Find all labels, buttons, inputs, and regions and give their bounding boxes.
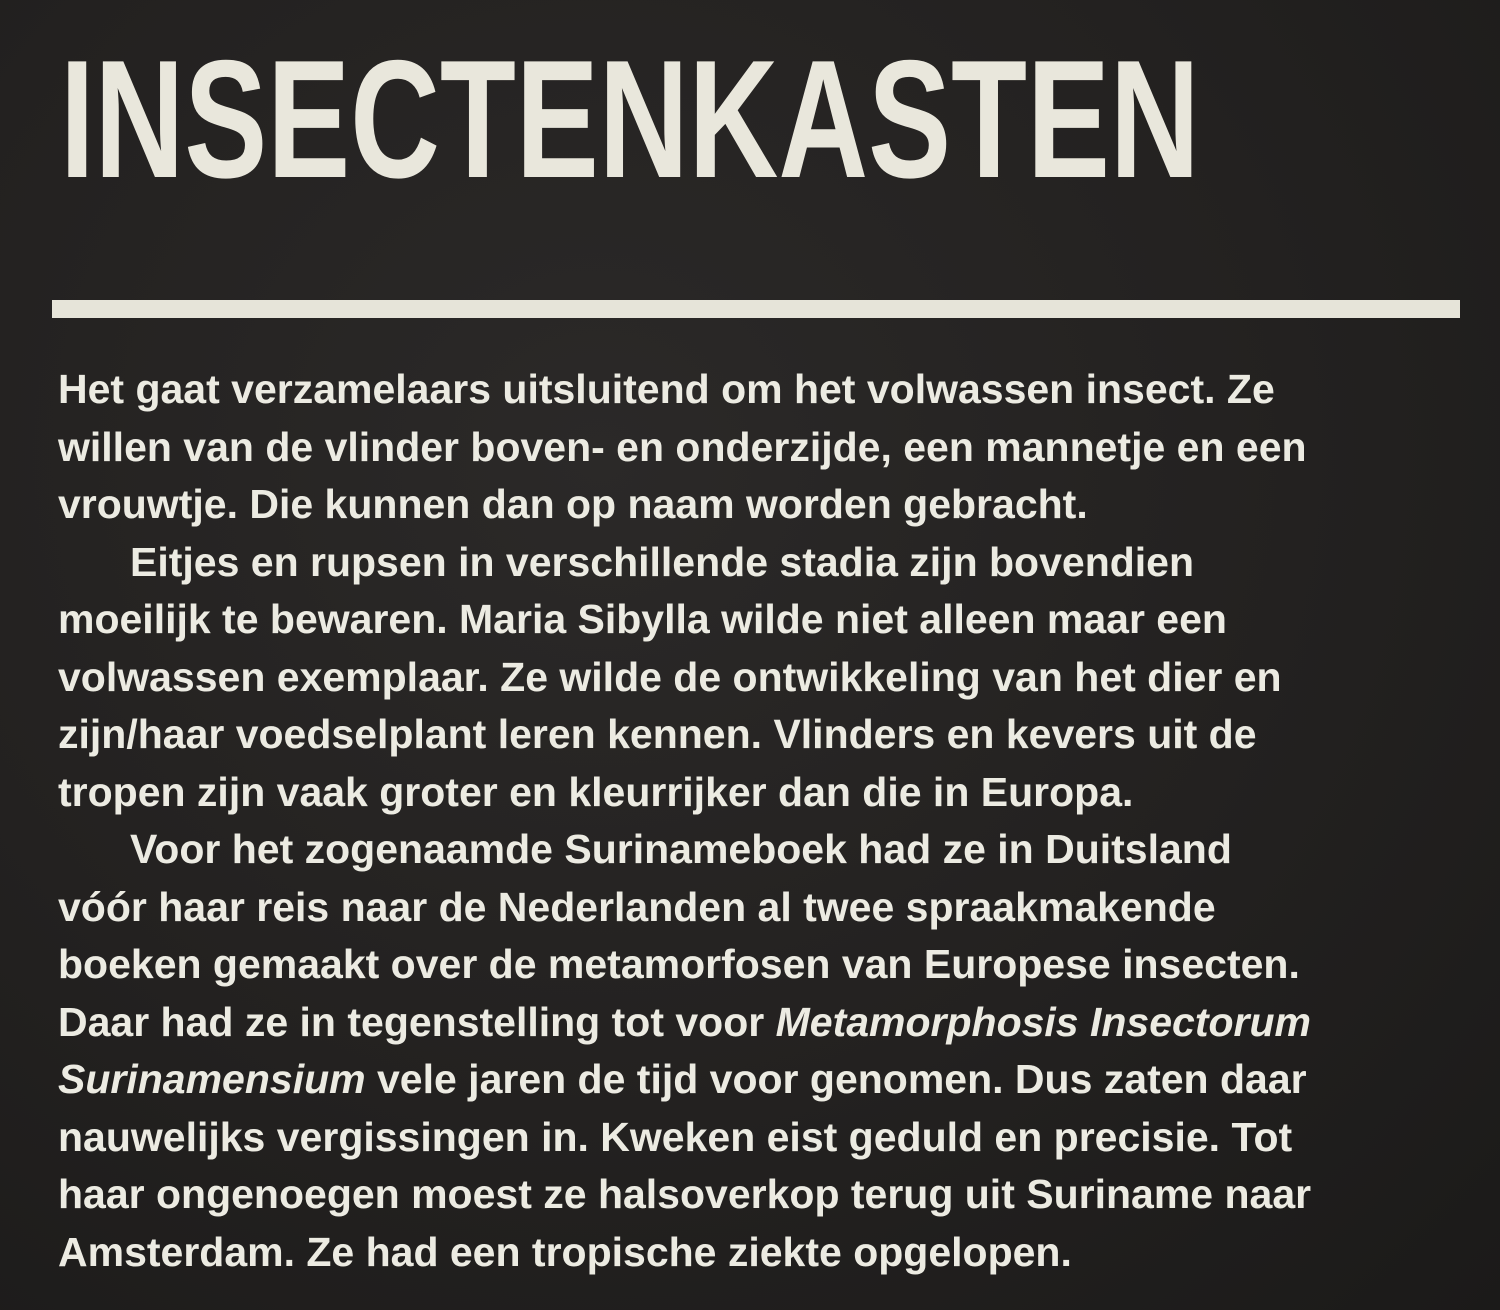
- text-line: vóór haar reis naar de Nederlanden al twee spraakmakende: [58, 883, 1216, 930]
- text-line-with-italic: [58, 1051, 1478, 1109]
- divider-rule: [52, 300, 1460, 318]
- text-line: willen van de vlinder boven- en onderzijde, een mannetje en een: [58, 423, 1307, 470]
- text-fragment: vele jaren de tijd voor genomen. Dus zaten daar: [365, 1056, 1307, 1102]
- text-line: zijn/haar voedselplant leren kennen. Vlinders en kevers uit de: [58, 711, 1257, 757]
- text-line: Het gaat verzamelaars uitsluitend om het volwassen insect. Ze: [58, 366, 1275, 412]
- panel-title: INSECTENKASTEN: [60, 25, 1200, 213]
- book-title-italic: Surinamensium: [58, 1056, 366, 1102]
- text-line: tropen zijn vaak groter en kleurrijker dan die in Europa.: [58, 768, 1134, 815]
- text-fragment: Daar had ze in tegenstelling tot voor: [58, 998, 776, 1045]
- panel-body-text: [58, 361, 1478, 1281]
- text-line: boeken gemaakt over de metamorfosen van Europese insecten.: [58, 941, 1300, 987]
- text-line: Amsterdam. Ze had een tropische ziekte opgelopen.: [58, 1228, 1072, 1275]
- text-line: Voor het zogenaamde Surinameboek had ze in Duitsland: [130, 826, 1232, 872]
- text-line: moeilijk te bewaren. Maria Sibylla wilde niet alleen maar een: [58, 596, 1227, 642]
- book-title-italic: Metamorphosis Insectorum: [775, 998, 1311, 1045]
- text-line: Eitjes en rupsen in verschillende stadia zijn bovendien: [130, 538, 1195, 585]
- text-line: vrouwtje. Die kunnen dan op naam worden gebracht.: [58, 481, 1088, 527]
- text-line-with-italic: [58, 994, 1478, 1052]
- text-line: nauwelijks vergissingen in. Kweken eist geduld en precisie. Tot: [58, 1113, 1293, 1160]
- text-line: haar ongenoegen moest ze halsoverkop terug uit Suriname naar: [58, 1171, 1312, 1217]
- text-line: volwassen exemplaar. Ze wilde de ontwikkeling van het dier en: [58, 653, 1282, 700]
